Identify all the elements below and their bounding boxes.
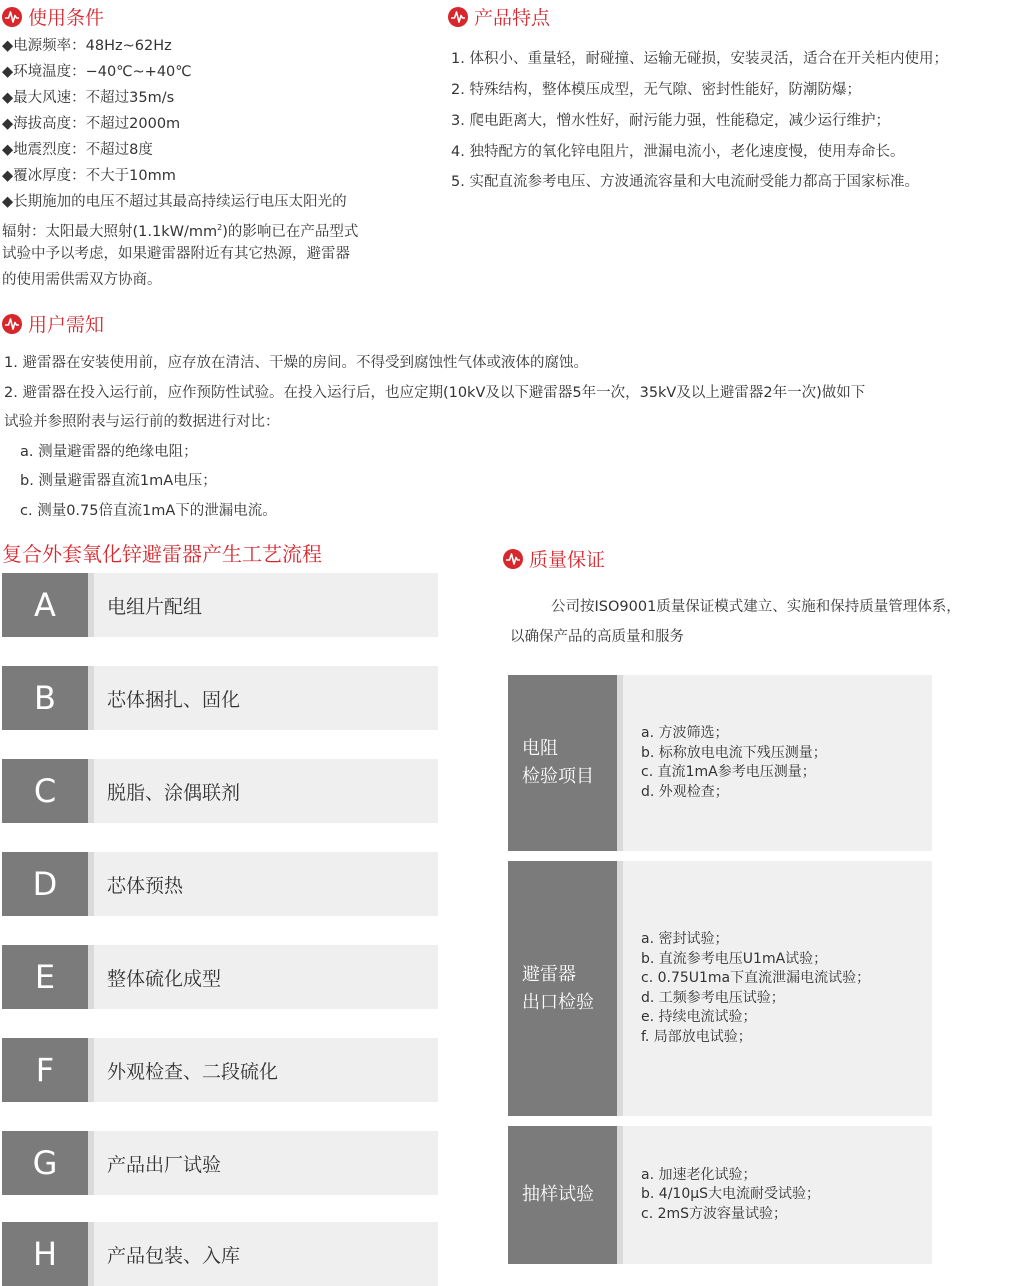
process-step <box>2 852 438 916</box>
notice-line: 1. 避雷器在安装使用前，应存放在清洁、干燥的房间。不得受到腐蚀性气体或液体的腐蚀。 <box>4 355 588 371</box>
process-step <box>2 1131 438 1195</box>
pulse-icon <box>448 7 468 27</box>
feature-item: 1. 体积小、重量轻，耐碰撞、运输无碰损，安装灵活，适合在开关柜内使用； <box>451 51 948 67</box>
step-label: 产品出厂试验 <box>107 1153 222 1176</box>
features-heading-text: 产品特点 <box>474 7 551 29</box>
quality-box <box>508 675 932 851</box>
notice-heading <box>2 310 104 337</box>
quality-box <box>508 861 932 1116</box>
notice-line: a. 测量避雷器的绝缘电阻； <box>20 444 198 460</box>
process-step <box>2 759 438 823</box>
usage-item: ◆地震烈度：不超过8度 <box>2 142 153 158</box>
notice-line: 试验并参照附表与运行前的数据进行对比： <box>4 414 280 430</box>
usage-heading-text: 使用条件 <box>28 7 105 29</box>
quality-box-title: 抽样试验 <box>508 1126 617 1264</box>
step-letter: G <box>2 1131 88 1195</box>
step-label: 芯体预热 <box>107 874 184 897</box>
step-letter: C <box>2 759 88 823</box>
step-letter: A <box>2 573 88 637</box>
process-step <box>2 666 438 730</box>
notice-line: c. 测量0.75倍直流1mA下的泄漏电流。 <box>20 503 277 519</box>
usage-item: ◆覆冰厚度：不大于10mm <box>2 168 176 184</box>
usage-item: ◆电源频率：48Hz~62Hz <box>2 38 172 54</box>
usage-item: ◆海拔高度：不超过2000m <box>2 116 181 132</box>
pulse-icon <box>2 314 22 334</box>
quality-intro-line-2: 以确保产品的高质量和服务 <box>510 629 684 645</box>
usage-item: ◆环境温度：−40℃~+40℃ <box>2 64 192 80</box>
process-step <box>2 945 438 1009</box>
usage-item: ◆最大风速：不超过35m/s <box>2 90 175 106</box>
notice-line: 2. 避雷器在投入运行前，应作预防性试验。在投入运行后，也应定期(10kV及以下避雷器5年一次，35kV及以上避雷器2年一次)做如下 <box>4 385 866 401</box>
quality-box-items: a. 密封试验； b. 直流参考电压U1mA试验； c. 0.75U1ma下直流泄漏电流试验； d. 工频参考电压试验； e. 持续电流试验； f. 局部放电试验； <box>641 931 871 1045</box>
quality-intro-line-1: 公司按ISO9001质量保证模式建立、实施和保持质量管理体系， <box>551 599 961 615</box>
notice-line: b. 测量避雷器直流1mA电压； <box>20 473 217 489</box>
step-letter: E <box>2 945 88 1009</box>
step-letter: F <box>2 1038 88 1102</box>
step-label: 脱脂、涂偶联剂 <box>107 781 241 804</box>
quality-box-title: 电阻 检验项目 <box>508 675 617 851</box>
usage-long-line-1: ◆长期施加的电压不超过其最高持续运行电压太阳光的 <box>2 194 347 210</box>
quality-box-items: a. 方波筛选； b. 标称放电电流下残压测量； c. 直流1mA参考电压测量； d. 外观检查； <box>641 725 827 800</box>
quality-box <box>508 1126 932 1264</box>
step-letter: D <box>2 852 88 916</box>
step-label: 电组片配组 <box>107 595 203 618</box>
process-step <box>2 1222 438 1286</box>
pulse-icon <box>503 549 523 569</box>
step-letter: B <box>2 666 88 730</box>
notice-heading-text: 用户需知 <box>28 314 105 336</box>
features-heading <box>448 3 550 30</box>
process-step <box>2 1038 438 1102</box>
step-label: 产品包装、入库 <box>107 1244 241 1267</box>
usage-long-line-4: 的使用需供需双方协商。 <box>2 272 162 288</box>
quality-box-items: a. 加速老化试验； b. 4/10μS大电流耐受试验； c. 2mS方波容量试验； <box>641 1166 821 1222</box>
step-label: 整体硫化成型 <box>107 967 222 990</box>
feature-item: 2. 特殊结构，整体模压成型，无气隙、密封性能好，防潮防爆； <box>451 82 861 98</box>
quality-box-title: 避雷器 出口检验 <box>508 861 617 1116</box>
feature-item: 4. 独特配方的氧化锌电阻片，泄漏电流小，老化速度慢，使用寿命长。 <box>451 144 905 160</box>
quality-heading-text: 质量保证 <box>529 549 606 571</box>
process-step <box>2 573 438 637</box>
process-title: 复合外套氧化锌避雷器产生工艺流程 <box>2 542 322 566</box>
quality-heading <box>503 545 605 572</box>
step-label: 外观检查、二段硫化 <box>107 1060 279 1083</box>
pulse-icon <box>2 7 22 27</box>
step-letter: H <box>2 1222 88 1286</box>
feature-item: 3. 爬电距离大，憎水性好，耐污能力强，性能稳定，减少运行维护； <box>451 113 890 129</box>
step-label: 芯体捆扎、固化 <box>107 688 241 711</box>
feature-item: 5. 实配直流参考电压、方波通流容量和大电流耐受能力都高于国家标准。 <box>451 174 919 190</box>
usage-long-line-3: 试验中予以考虑，如果避雷器附近有其它热源，避雷器 <box>2 246 350 262</box>
usage-long-line-2: 辐射：太阳最大照射$(1.1kW/mm^2)$的影响已在产品型式 <box>2 223 359 240</box>
usage-heading <box>2 3 104 30</box>
